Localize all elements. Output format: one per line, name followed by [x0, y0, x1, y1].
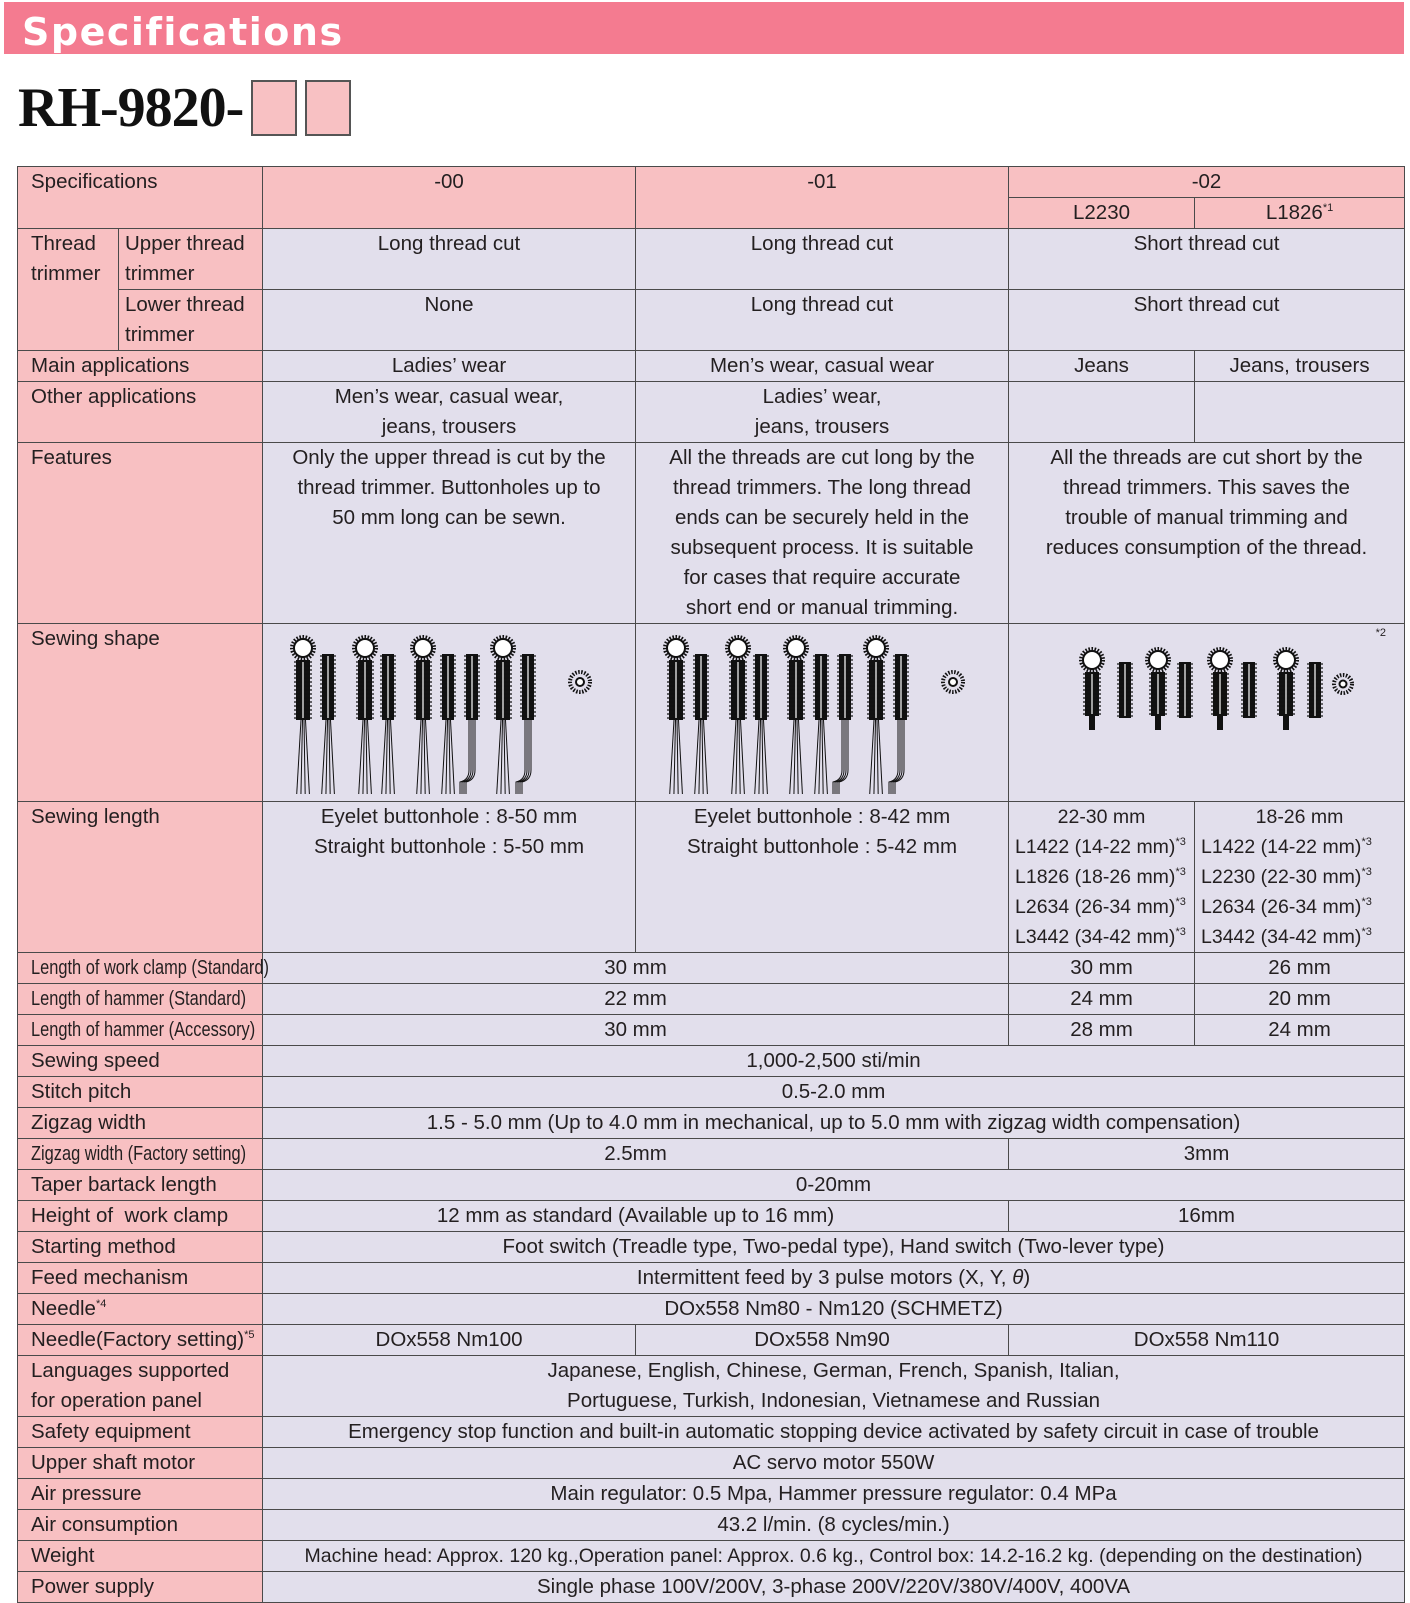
cell: DOx558 Nm110 [1009, 1325, 1405, 1356]
sewing-shape-illustration [1037, 624, 1377, 794]
thread-trimmer-label: Thread trimmer [18, 229, 119, 351]
cell: 1,000-2,500 sti/min [263, 1046, 1405, 1077]
cell: 18-26 mm L1422 (14-22 mm)$^{*3}$ L2230 (22-30 mm)$^{*3}$ L2634 (26-34 mm)$^{*3}$ L3442 (34-42 mm)$^{*3}$ [1195, 802, 1405, 953]
table-row [18, 953, 1405, 984]
table-row [18, 290, 1405, 351]
cell: Long thread cut [636, 229, 1009, 290]
row-label: Height of work clamp [18, 1201, 263, 1232]
cell: None [263, 290, 636, 351]
table-row [18, 229, 1405, 290]
row-label: Feed mechanism [18, 1263, 263, 1294]
table-row [18, 1232, 1405, 1263]
cell: All the threads are cut long by the thread trimmers. The long thread ends can be securely held in the subsequent process. It is suitable for cases that require accurate short end or manual trimming. [636, 443, 1009, 624]
footnote-mark: *1 [1322, 202, 1334, 214]
subheader-l1826: L1826$^{*1}$ [1195, 198, 1405, 229]
cell: 1.5 - 5.0 mm (Up to 4.0 mm in mechanical, up to 5.0 mm with zigzag width compensation) [263, 1108, 1405, 1139]
cell [1195, 382, 1405, 443]
model-suffix-box [251, 80, 297, 136]
cell: Emergency stop function and built-in automatic stopping device activated by safety circuit in case of trouble [263, 1417, 1405, 1448]
table-row [18, 984, 1405, 1015]
cell: Only the upper thread is cut by the thread trimmer. Buttonholes up to 50 mm long can be sewn. [263, 443, 636, 624]
section-banner [4, 2, 1404, 54]
footnote-mark: *5 [244, 1329, 255, 1341]
table-row [18, 1356, 1405, 1417]
cell: Short thread cut [1009, 229, 1405, 290]
cell: Ladies’ wear [263, 351, 636, 382]
row-label: Needle(Factory setting)$^{*5}$ [18, 1325, 263, 1356]
spec-header-label: Specifications [18, 167, 263, 229]
cell: 2.5mm [263, 1139, 1009, 1170]
table-row [18, 1077, 1405, 1108]
cell: 43.2 l/min. (8 cycles/min.) [263, 1510, 1405, 1541]
row-label: Weight [18, 1541, 263, 1572]
table-row [18, 1448, 1405, 1479]
row-label: Air consumption [18, 1510, 263, 1541]
row-label: Length of hammer (Standard) [18, 984, 263, 1015]
table-row [18, 1294, 1405, 1325]
cell: DOx558 Nm90 [636, 1325, 1009, 1356]
row-label: Other applications [18, 382, 263, 443]
lower-trimmer-label: Lower thread trimmer [119, 290, 263, 351]
table-row [18, 1541, 1405, 1572]
sewing-shape-illustration [274, 624, 624, 794]
table-row [18, 382, 1405, 443]
row-label: Length of work clamp (Standard) [18, 953, 263, 984]
table-row [18, 1417, 1405, 1448]
table-row [18, 802, 1405, 953]
footnote-mark: *2 [1375, 627, 1387, 639]
cell: 30 mm [1009, 953, 1195, 984]
cell: 0.5-2.0 mm [263, 1077, 1405, 1108]
sewing-shape-cell-00 [263, 624, 636, 802]
cell: 20 mm [1195, 984, 1405, 1015]
table-row [18, 351, 1405, 382]
cell: Single phase 100V/200V, 3-phase 200V/220V/380V/400V, 400VA [263, 1572, 1405, 1603]
row-label: Stitch pitch [18, 1077, 263, 1108]
row-label: Sewing length [18, 802, 263, 953]
row-label: Starting method [18, 1232, 263, 1263]
subheader-l2230: L2230 [1009, 198, 1195, 229]
cell: Japanese, English, Chinese, German, French, Spanish, Italian, Portuguese, Turkish, Indonesian, Vietnamese and Russian [263, 1356, 1405, 1417]
table-row [18, 1201, 1405, 1232]
row-label: Air pressure [18, 1479, 263, 1510]
row-label: Features [18, 443, 263, 624]
cell: 3mm [1009, 1139, 1405, 1170]
model-name: RH-9820- [18, 77, 244, 139]
row-label: Upper shaft motor [18, 1448, 263, 1479]
row-label: Zigzag width (Factory setting) [18, 1139, 263, 1170]
cell: All the threads are cut short by the thread trimmers. This saves the trouble of manual trimming and reduces consumption of the thread. [1009, 443, 1405, 624]
row-label: Sewing shape [18, 624, 263, 802]
cell: 24 mm [1195, 1015, 1405, 1046]
banner-title: Specifications [22, 10, 344, 54]
row-label: Needle$^{*4}$ [18, 1294, 263, 1325]
cell: Machine head: Approx. 120 kg.,Operation panel: Approx. 0.6 kg., Control box: 14.2-16.2 kg. (depending on the destination) [263, 1541, 1405, 1572]
cell: 30 mm [263, 1015, 1009, 1046]
row-label: Zigzag width [18, 1108, 263, 1139]
row-label: Sewing speed [18, 1046, 263, 1077]
table-row [18, 1170, 1405, 1201]
cell: Intermittent feed by 3 pulse motors (X, Y, θ) [263, 1263, 1405, 1294]
table-row [18, 443, 1405, 624]
cell: Foot switch (Treadle type, Two-pedal type), Hand switch (Two-lever type) [263, 1232, 1405, 1263]
cell: DOx558 Nm100 [263, 1325, 636, 1356]
cell: Jeans, trousers [1195, 351, 1405, 382]
model-suffix-box [305, 80, 351, 136]
upper-trimmer-label: Upper thread trimmer [119, 229, 263, 290]
table-row [18, 1325, 1405, 1356]
table-row [18, 1015, 1405, 1046]
table-row [18, 1108, 1405, 1139]
cell: Men’s wear, casual wear, jeans, trousers [263, 382, 636, 443]
row-label: Safety equipment [18, 1417, 263, 1448]
row-label: Power supply [18, 1572, 263, 1603]
cell: Main regulator: 0.5 Mpa, Hammer pressure regulator: 0.4 MPa [263, 1479, 1405, 1510]
col-header-01: -01 [636, 167, 1009, 229]
cell: Eyelet buttonhole : 8-42 mm Straight buttonhole : 5-42 mm [636, 802, 1009, 953]
table-row [18, 167, 1405, 198]
row-label: Main applications [18, 351, 263, 382]
cell: 22 mm [263, 984, 1009, 1015]
cell: 30 mm [263, 953, 1009, 984]
cell: Long thread cut [636, 290, 1009, 351]
cell: 26 mm [1195, 953, 1405, 984]
table-row [18, 1510, 1405, 1541]
cell: Long thread cut [263, 229, 636, 290]
table-row [18, 624, 1405, 802]
table-row [18, 1479, 1405, 1510]
col-header-00: -00 [263, 167, 636, 229]
cell: 24 mm [1009, 984, 1195, 1015]
cell: 16mm [1009, 1201, 1405, 1232]
model-title [18, 78, 351, 138]
col-header-02: -02 [1009, 167, 1405, 198]
cell: Ladies’ wear, jeans, trousers [636, 382, 1009, 443]
sewing-shape-cell-02 [1009, 624, 1405, 802]
cell: 12 mm as standard (Available up to 16 mm) [263, 1201, 1009, 1232]
row-label: Languages supported for operation panel [18, 1356, 263, 1417]
cell: Eyelet buttonhole : 8-50 mm Straight buttonhole : 5-50 mm [263, 802, 636, 953]
footnote-mark: *4 [95, 1298, 107, 1310]
cell: Short thread cut [1009, 290, 1405, 351]
spec-table [17, 166, 1405, 1603]
cell: 28 mm [1009, 1015, 1195, 1046]
sewing-shape-illustration [647, 624, 997, 794]
table-row [18, 1139, 1405, 1170]
cell [1009, 382, 1195, 443]
table-row [18, 1572, 1405, 1603]
sewing-shape-cell-01 [636, 624, 1009, 802]
cell: DOx558 Nm80 - Nm120 (SCHMETZ) [263, 1294, 1405, 1325]
row-label: Length of hammer (Accessory) [18, 1015, 263, 1046]
cell: Jeans [1009, 351, 1195, 382]
row-label: Taper bartack length [18, 1170, 263, 1201]
cell: 0-20mm [263, 1170, 1405, 1201]
cell: Men’s wear, casual wear [636, 351, 1009, 382]
table-row [18, 1263, 1405, 1294]
cell: 22-30 mm L1422 (14-22 mm)$^{*3}$ L1826 (18-26 mm)$^{*3}$ L2634 (26-34 mm)$^{*3}$ L3442 (34-42 mm)$^{*3}$ [1009, 802, 1195, 953]
table-row [18, 1046, 1405, 1077]
cell: AC servo motor 550W [263, 1448, 1405, 1479]
